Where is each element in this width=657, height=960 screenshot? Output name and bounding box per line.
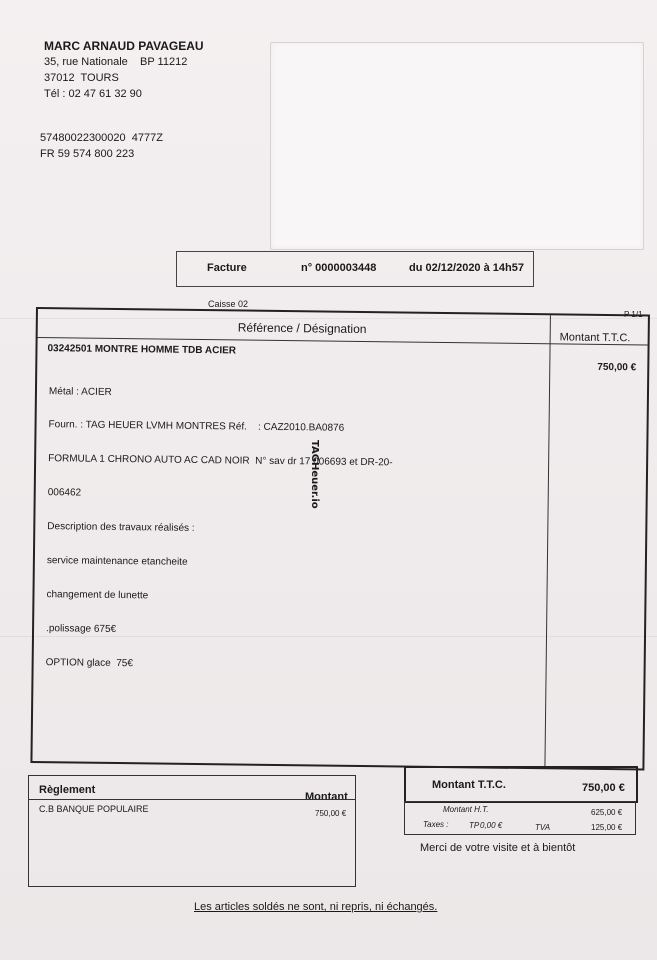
tva-label: TVA <box>535 823 551 832</box>
seller-address-line-1: 35, rue Nationale BP 11212 <box>44 56 188 68</box>
seller-siret: 57480022300020 4777Z <box>40 132 163 144</box>
detail-line: Métal : ACIER <box>48 385 112 398</box>
total-ttc-box <box>404 766 638 803</box>
detail-line: service maintenance etancheite <box>46 555 188 568</box>
tax-breakdown-box <box>404 801 636 835</box>
item-price: 750,00 € <box>597 361 637 374</box>
seller-vat-number: FR 59 574 800 223 <box>40 148 135 160</box>
detail-line: Description des travaux réalisés : <box>47 521 195 535</box>
detail-line: changement de lunette <box>46 589 149 602</box>
detail-line: Fourn. : TAG HEUER LVMH MONTRES Réf. : CAZ2010.BA0876 <box>48 419 345 435</box>
items-table <box>30 307 650 770</box>
seller-phone: Tél : 02 47 61 32 90 <box>44 88 142 100</box>
detail-line: .polissage 675€ <box>46 622 117 635</box>
tp-value: 0,00 € <box>480 821 503 830</box>
payment-box <box>28 775 356 887</box>
page-number: P 1/1 <box>624 310 643 319</box>
seller-ids <box>40 130 163 162</box>
seller-address-line-2: 37012 TOURS <box>44 72 119 84</box>
ht-value: 625,00 € <box>591 808 623 817</box>
ht-label: Montant H.T. <box>443 805 489 814</box>
item-code: 03242501 MONTRE HOMME TDB ACIER <box>47 343 237 357</box>
tp-label: TP <box>469 821 480 830</box>
detail-line: 006462 <box>47 487 82 499</box>
invoice-date: du 02/12/2020 à 14h57 <box>409 262 524 274</box>
total-ttc-value: 750,00 € <box>582 782 625 794</box>
payment-amount: 750,00 € <box>315 809 347 818</box>
payment-header: Règlement <box>39 784 96 796</box>
tva-value: 125,00 € <box>591 823 623 832</box>
seller-block <box>44 38 204 102</box>
header-amount: Montant T.T.C. <box>559 331 631 345</box>
header-reference: Référence / Désignation <box>237 320 367 337</box>
table-column-divider <box>544 315 551 767</box>
taxes-label: Taxes : <box>423 820 449 829</box>
payment-divider <box>29 799 355 800</box>
total-ttc-label: Montant T.T.C. <box>432 779 506 791</box>
invoice-label: Facture <box>207 262 247 274</box>
thanks-message: Merci de votre visite et à bientôt <box>420 842 576 854</box>
address-window <box>270 42 644 250</box>
footer-notice: Les articles soldés ne sont, ni repris, ni échangés. <box>194 901 438 913</box>
item-details <box>45 363 393 695</box>
payment-amount-header: Montant <box>305 791 348 803</box>
invoice-number: n° 0000003448 <box>301 262 377 274</box>
payment-method: C.B BANQUE POPULAIRE <box>39 804 149 814</box>
seller-name: MARC ARNAUD PAVAGEAU <box>44 39 204 53</box>
watermark-text: TAGHeuer.io <box>309 440 320 509</box>
detail-line: FORMULA 1 CHRONO AUTO AC CAD NOIR N° sav dr 17 006693 et DR-20- <box>48 453 393 469</box>
detail-line: OPTION glace 75€ <box>45 656 133 669</box>
caisse-label: Caisse 02 <box>208 299 249 309</box>
invoice-header-box <box>176 251 534 287</box>
